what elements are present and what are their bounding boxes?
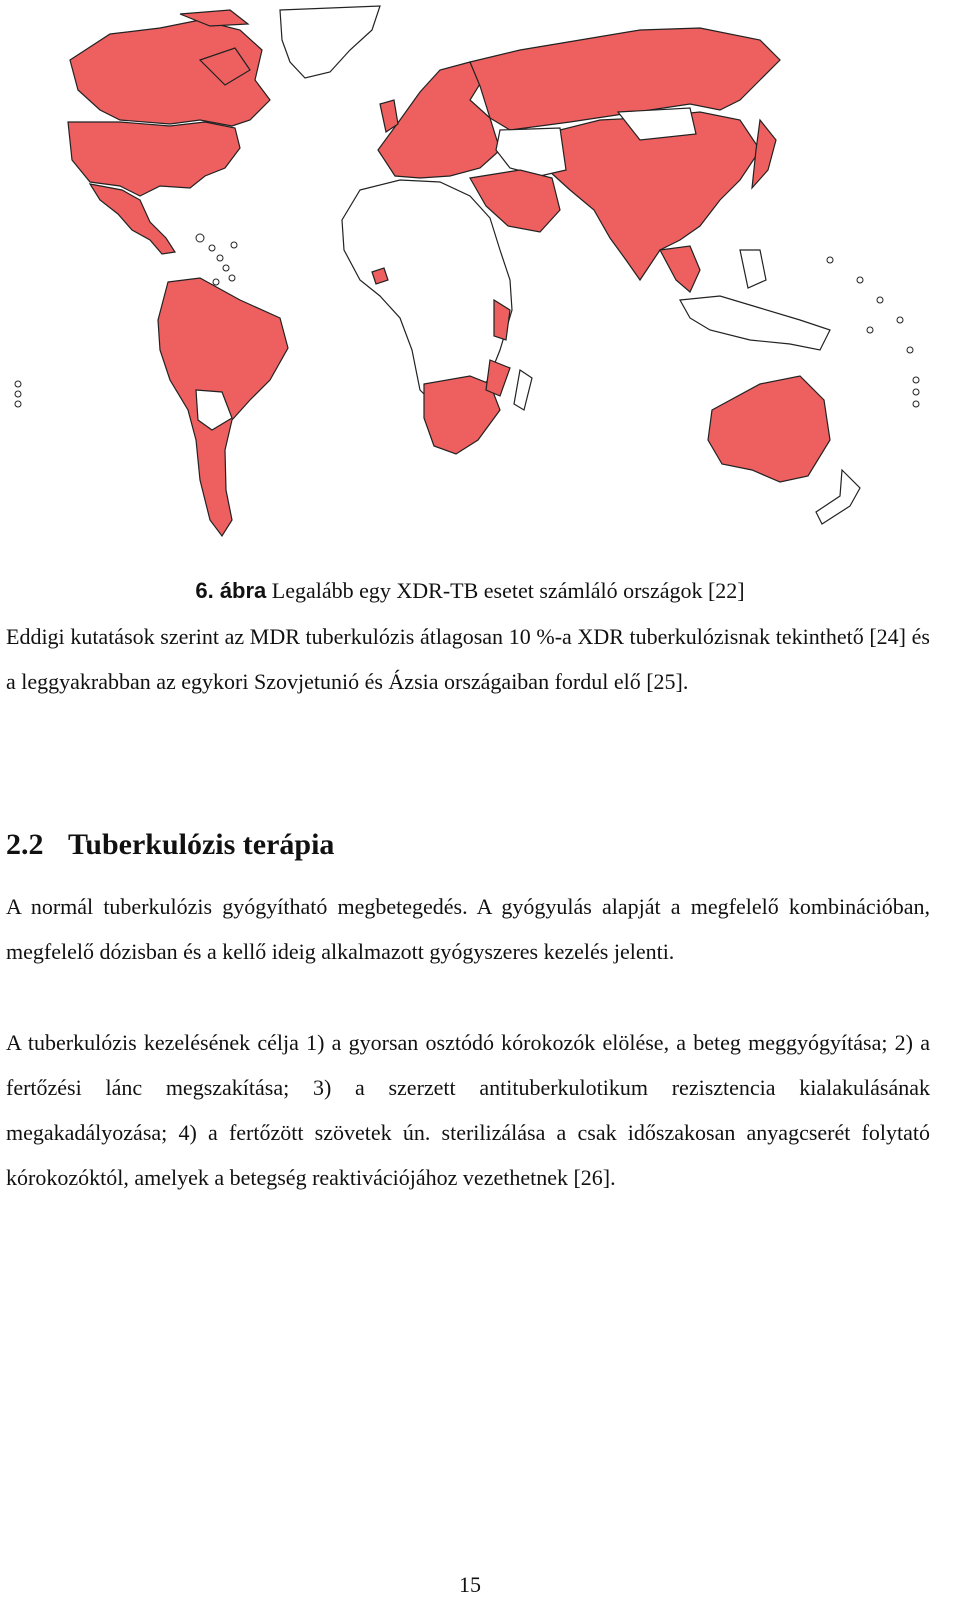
figure-caption-text: Legalább egy XDR-TB esetet számláló országok [22] — [271, 578, 745, 603]
figure-caption — [0, 578, 940, 604]
southeast-asia — [660, 246, 700, 292]
australia — [708, 376, 830, 482]
figure-number: 6. ábra — [195, 578, 267, 603]
africa — [342, 180, 512, 410]
greenland — [280, 6, 380, 78]
japan — [752, 120, 776, 188]
philippines — [740, 250, 766, 288]
section-heading — [6, 828, 334, 862]
section-title: Tuberkulózis terápia — [68, 828, 335, 861]
intro-paragraph: Eddigi kutatások szerint az MDR tuberkulózis átlagosan 10 %-a XDR tuberkulózisnak tekinthető [24] és a leggyakrabban az egykori Szovjetunió és Ázsia országaiban fordul elő [25]. — [6, 624, 930, 694]
new-zealand — [816, 470, 860, 524]
section-number: 2.2 — [6, 828, 44, 861]
world-map-xdr-tb — [0, 0, 960, 560]
mozambique — [486, 360, 510, 396]
caribbean-islands — [196, 234, 237, 285]
therapy-paragraph-1: A normál tuberkulózis gyógyítható megbetegedés. A gyógyulás alapját a megfelelő kombinációban, megfelelő dózisban és a kellő ideig alkalmazott gyógyszeres kezelés jelenti. — [6, 894, 930, 964]
central-asia-white — [496, 128, 566, 176]
page-number: 15 — [459, 1572, 481, 1597]
therapy-paragraph-2: A tuberkulózis kezelésének célja 1) a gyorsan osztódó kórokozók elölése, a beteg meggyógyítása; 2) a fertőzési lánc megszakítása; 3) a szerzett antituberkulotikum rezisztencia kialakulásának megakadályozása; 4) a fertőzött szövetek ún. sterilizálása a csak időszakosan anyagcserét folytató kórokozóktól, amelyek a betegség reaktivációjához vezethetnek [26]. — [6, 1030, 930, 1190]
mexico — [90, 184, 175, 254]
indonesia — [680, 296, 830, 350]
madagascar — [514, 370, 532, 410]
